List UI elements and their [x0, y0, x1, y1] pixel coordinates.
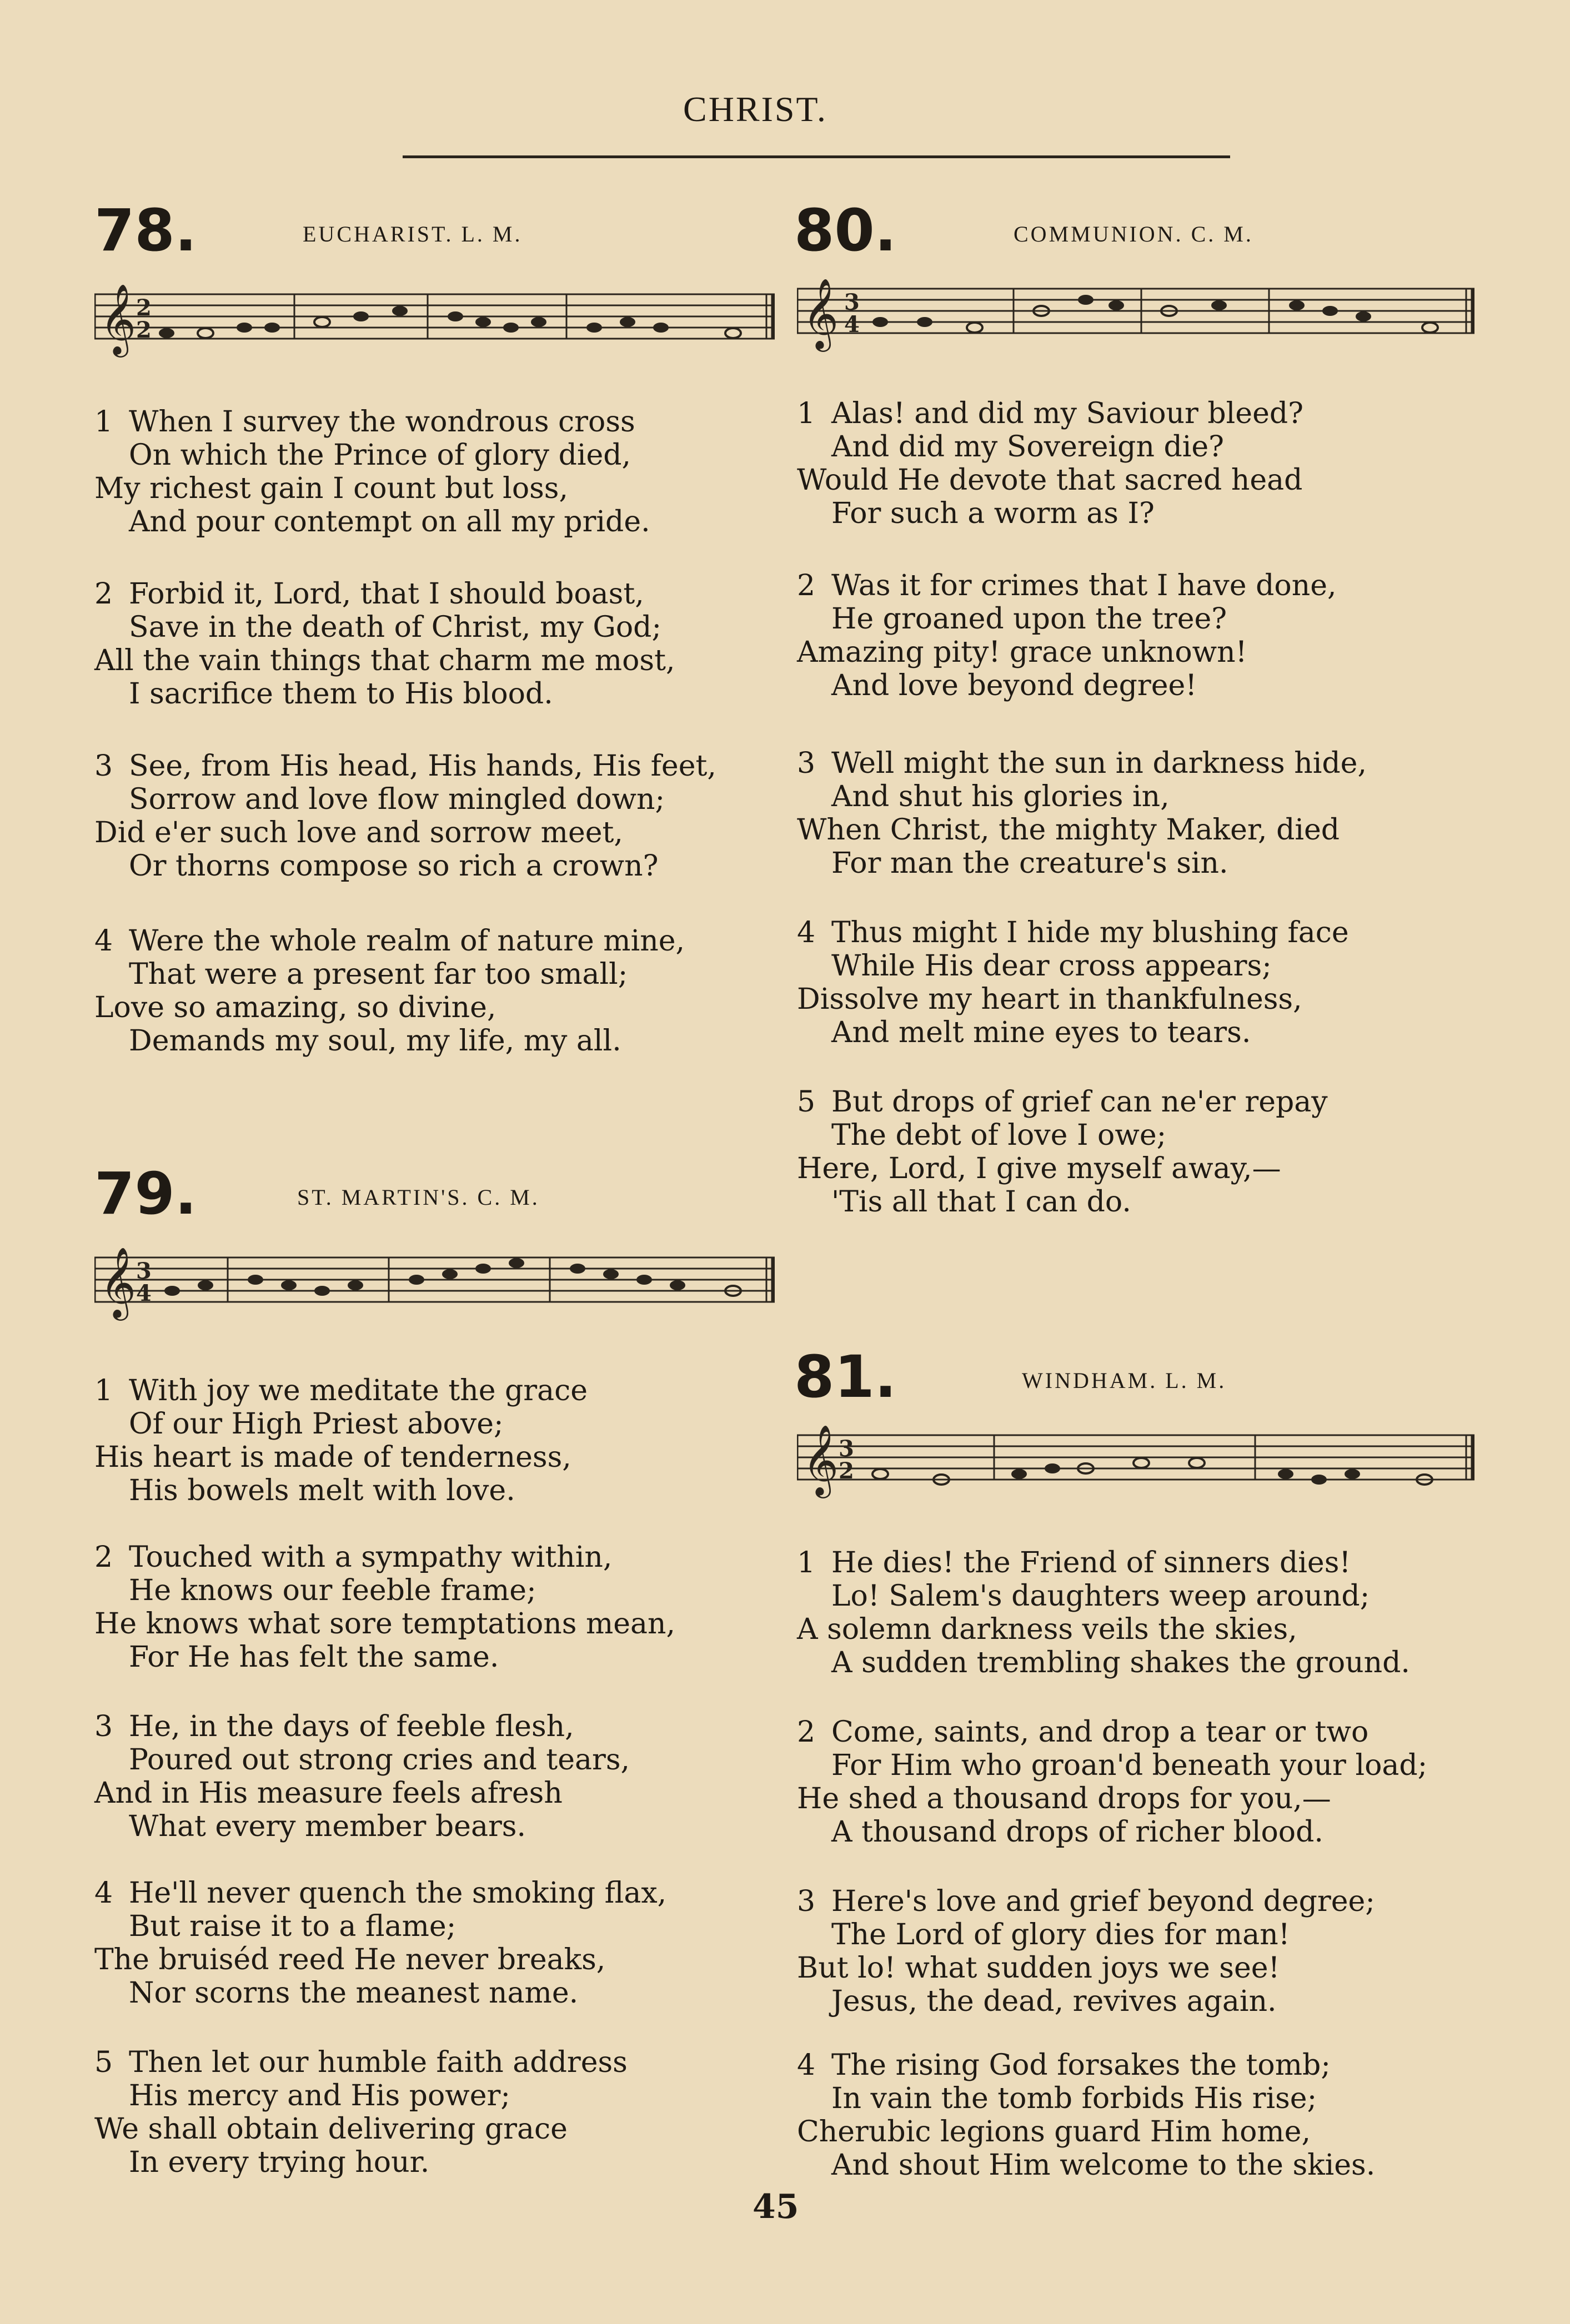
hymn-number: 79.	[94, 1160, 197, 1228]
header-rule	[403, 155, 1230, 158]
hymn-81-stanza-4: 4 The rising God forsakes the tomb; In vain the tomb forbids His rise; Cherubic legions guard Him home, And shout Him welcome to the skies.	[797, 2049, 1376, 2182]
svg-text:2: 2	[136, 317, 152, 343]
page-number: 45	[753, 2187, 799, 2226]
hymn-80-music-staff	[797, 272, 1474, 355]
svg-text:2: 2	[136, 295, 152, 321]
hymn-78-stanza-1: 1 When I survey the wondrous cross On which the Prince of glory died, My richest gain I count but loss, And pour contempt on all my pride.	[94, 405, 650, 539]
svg-text:3: 3	[136, 1258, 152, 1284]
hymn-81-stanza-3: 3 Here's love and grief beyond degree; The Lord of glory dies for man! But lo! what sudden joys we see! Jesus, the dead, revives again.	[797, 1885, 1375, 2018]
tune-name: WINDHAM. L. M.	[1022, 1368, 1227, 1393]
hymn-79-stanza-5: 5 Then let our humble faith address His mercy and His power; We shall obtain delivering grace In every trying hour.	[94, 2046, 628, 2179]
svg-text:𝄞: 𝄞	[100, 283, 137, 354]
hymn-78-stanza-3: 3 See, from His head, His hands, His feet, Sorrow and love flow mingled down; Did e'er such love and sorrow meet, Or thorns compose so rich a crown?	[94, 749, 716, 883]
hymn-79-stanza-1: 1 With joy we meditate the grace Of our High Priest above; His heart is made of tenderness, His bowels melt with love.	[94, 1374, 588, 1507]
hymn-number: 78.	[94, 197, 197, 264]
hymn-80-stanza-3: 3 Well might the sun in darkness hide, And shut his glories in, When Christ, the mighty Maker, died For man the creature's sin.	[797, 747, 1367, 880]
svg-text:4: 4	[844, 311, 860, 338]
svg-text:3: 3	[844, 289, 860, 315]
hymn-79-stanza-3: 3 He, in the days of feeble flesh, Poured out strong cries and tears, And in His measure feels afresh What every member bears.	[94, 1710, 630, 1843]
hymn-81-music-staff	[797, 1418, 1474, 1502]
hymn-78-music-staff	[94, 278, 775, 361]
hymn-78-stanza-2: 2 Forbid it, Lord, that I should boast, Save in the death of Christ, my God; All the vain things that charm me most, I sacrifice them to His blood.	[94, 577, 675, 711]
hymn-80-stanza-5: 5 But drops of grief can ne'er repay The debt of love I owe; Here, Lord, I give myself away,— 'Tis all that I can do.	[797, 1085, 1328, 1219]
hymn-78-heading	[94, 197, 761, 264]
hymn-81-stanza-2: 2 Come, saints, and drop a tear or two For Him who groan'd beneath your load; He shed a thousand drops for you,— A thousand drops of richer blood.	[797, 1716, 1428, 1849]
tune-name: EUCHARIST. L. M.	[303, 222, 523, 247]
hymn-number: 81.	[794, 1343, 897, 1411]
tune-name: ST. MARTIN'S. C. M.	[297, 1185, 540, 1210]
running-header: CHRIST.	[683, 89, 827, 129]
hymn-number: 80.	[794, 197, 897, 264]
svg-text:𝄞: 𝄞	[802, 278, 839, 349]
hymn-80-stanza-1: 1 Alas! and did my Saviour bleed? And did my Sovereign die? Would He devote that sacred head For such a worm as I?	[797, 397, 1304, 530]
hymn-79-music-staff	[94, 1241, 775, 1324]
tune-name: COMMUNION. C. M.	[1014, 222, 1253, 247]
hymn-81-heading	[794, 1343, 1461, 1411]
hymn-80-stanza-2: 2 Was it for crimes that I have done, He groaned upon the tree? Amazing pity! grace unknown! And love beyond degree!	[797, 569, 1337, 702]
hymn-78-stanza-4: 4 Were the whole realm of nature mine, That were a present far too small; Love so amazing, so divine, Demands my soul, my life, my all.	[94, 924, 685, 1058]
svg-text:𝄞: 𝄞	[100, 1246, 137, 1317]
hymn-80-heading	[794, 197, 1461, 264]
svg-text:3: 3	[839, 1436, 854, 1462]
hymn-80-stanza-4: 4 Thus might I hide my blushing face While His dear cross appears; Dissolve my heart in thankfulness, And melt mine eyes to tears.	[797, 916, 1349, 1049]
svg-text:4: 4	[136, 1280, 152, 1306]
hymn-79-heading	[94, 1160, 761, 1228]
hymn-81-stanza-1: 1 He dies! the Friend of sinners dies! Lo! Salem's daughters weep around; A solemn darkness veils the skies, A sudden trembling shakes the ground.	[797, 1546, 1410, 1679]
svg-text:2: 2	[839, 1458, 854, 1484]
svg-text:𝄞: 𝄞	[802, 1424, 839, 1495]
hymn-79-stanza-4: 4 He'll never quench the smoking flax, But raise it to a flame; The bruiséd reed He never breaks, Nor scorns the meanest name.	[94, 1877, 667, 2010]
hymn-79-stanza-2: 2 Touched with a sympathy within, He knows our feeble frame; He knows what sore temptations mean, For He has felt the same.	[94, 1541, 676, 1674]
